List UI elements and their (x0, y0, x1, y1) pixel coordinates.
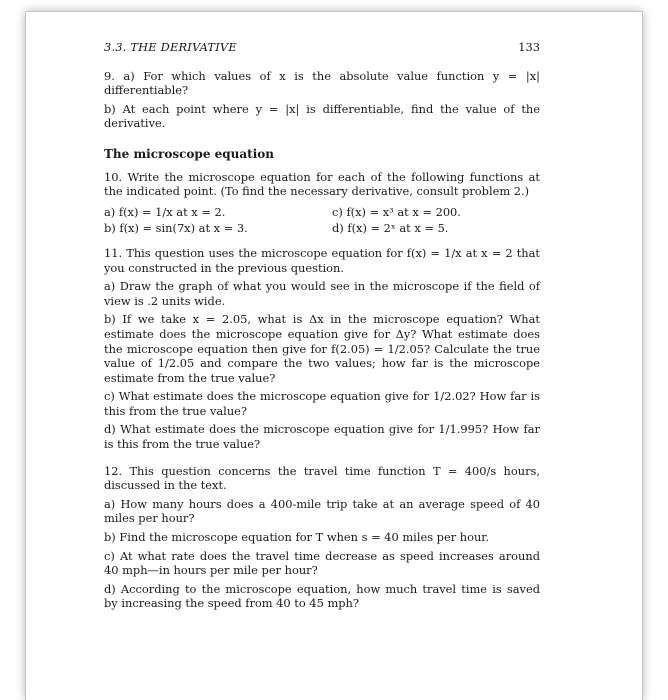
document-page (26, 12, 642, 700)
problem-9b: b) At each point where y = |x| is differentiable, find the value of the derivative. (104, 101, 540, 131)
problem-11c: c) What estimate does the microscope equation give for 1/2.02? How far is this from the true value? (104, 389, 540, 418)
running-header (104, 40, 540, 55)
problem-10-item: c) f(x) = x³ at x = 200. (332, 204, 461, 219)
problem-11a: a) Draw the graph of what you would see in the microscope if the field of view is .2 units wide. (104, 279, 540, 308)
problem-12-intro: 12. This question concerns the travel time function T = 400/s hours, discussed in the text. (104, 463, 540, 493)
problem-12b: b) Find the microscope equation for T when s = 40 miles per hour. (104, 530, 490, 545)
problem-10-item: b) f(x) = sin(7x) at x = 3. (104, 221, 248, 236)
problem-12d: d) According to the microscope equation, how much travel time is saved by increasing the speed from 40 to 45 mph? (104, 581, 540, 611)
problem-10-item: a) f(x) = 1/x at x = 2. (104, 204, 226, 219)
section-heading: The microscope equation (104, 146, 274, 161)
problem-12c: c) At what rate does the travel time decrease as speed increases around 40 mph—in hours per mile per hour? (104, 548, 540, 578)
problem-10-item: d) f(x) = 2ˣ at x = 5. (332, 221, 449, 236)
problem-11d: d) What estimate does the microscope equation give for 1/1.995? How far is this from the true value? (104, 422, 540, 452)
problem-11b: b) If we take x = 2.05, what is Δx in the microscope equation? What estimate does the microscope equation give for Δy? What estimate does the microscope equation then give for f(2.05) = 1/2.05? Calculate the true value of 1/2.05 and compare the two values; how far is the microscope estimate from the true value? (104, 312, 540, 385)
page-number: 133 (518, 40, 540, 54)
problem-10-intro: 10. Write the microscope equation for each of the following functions at the indicated point. (To find the necessary derivative, consult problem 2.) (104, 169, 540, 199)
section-title: 3.3. THE DERIVATIVE (104, 40, 237, 54)
page-content (104, 40, 540, 615)
problem-10-items (104, 205, 540, 236)
problem-11-intro: 11. This question uses the microscope equation for f(x) = 1/x at x = 2 that you constructed in the previous question. (104, 245, 540, 275)
problem-9a: 9. a) For which values of x is the absolute value function y = |x| differentiable? (104, 68, 540, 98)
problem-12a: a) How many hours does a 400-mile trip take at an average speed of 40 miles per hour? (104, 496, 540, 526)
